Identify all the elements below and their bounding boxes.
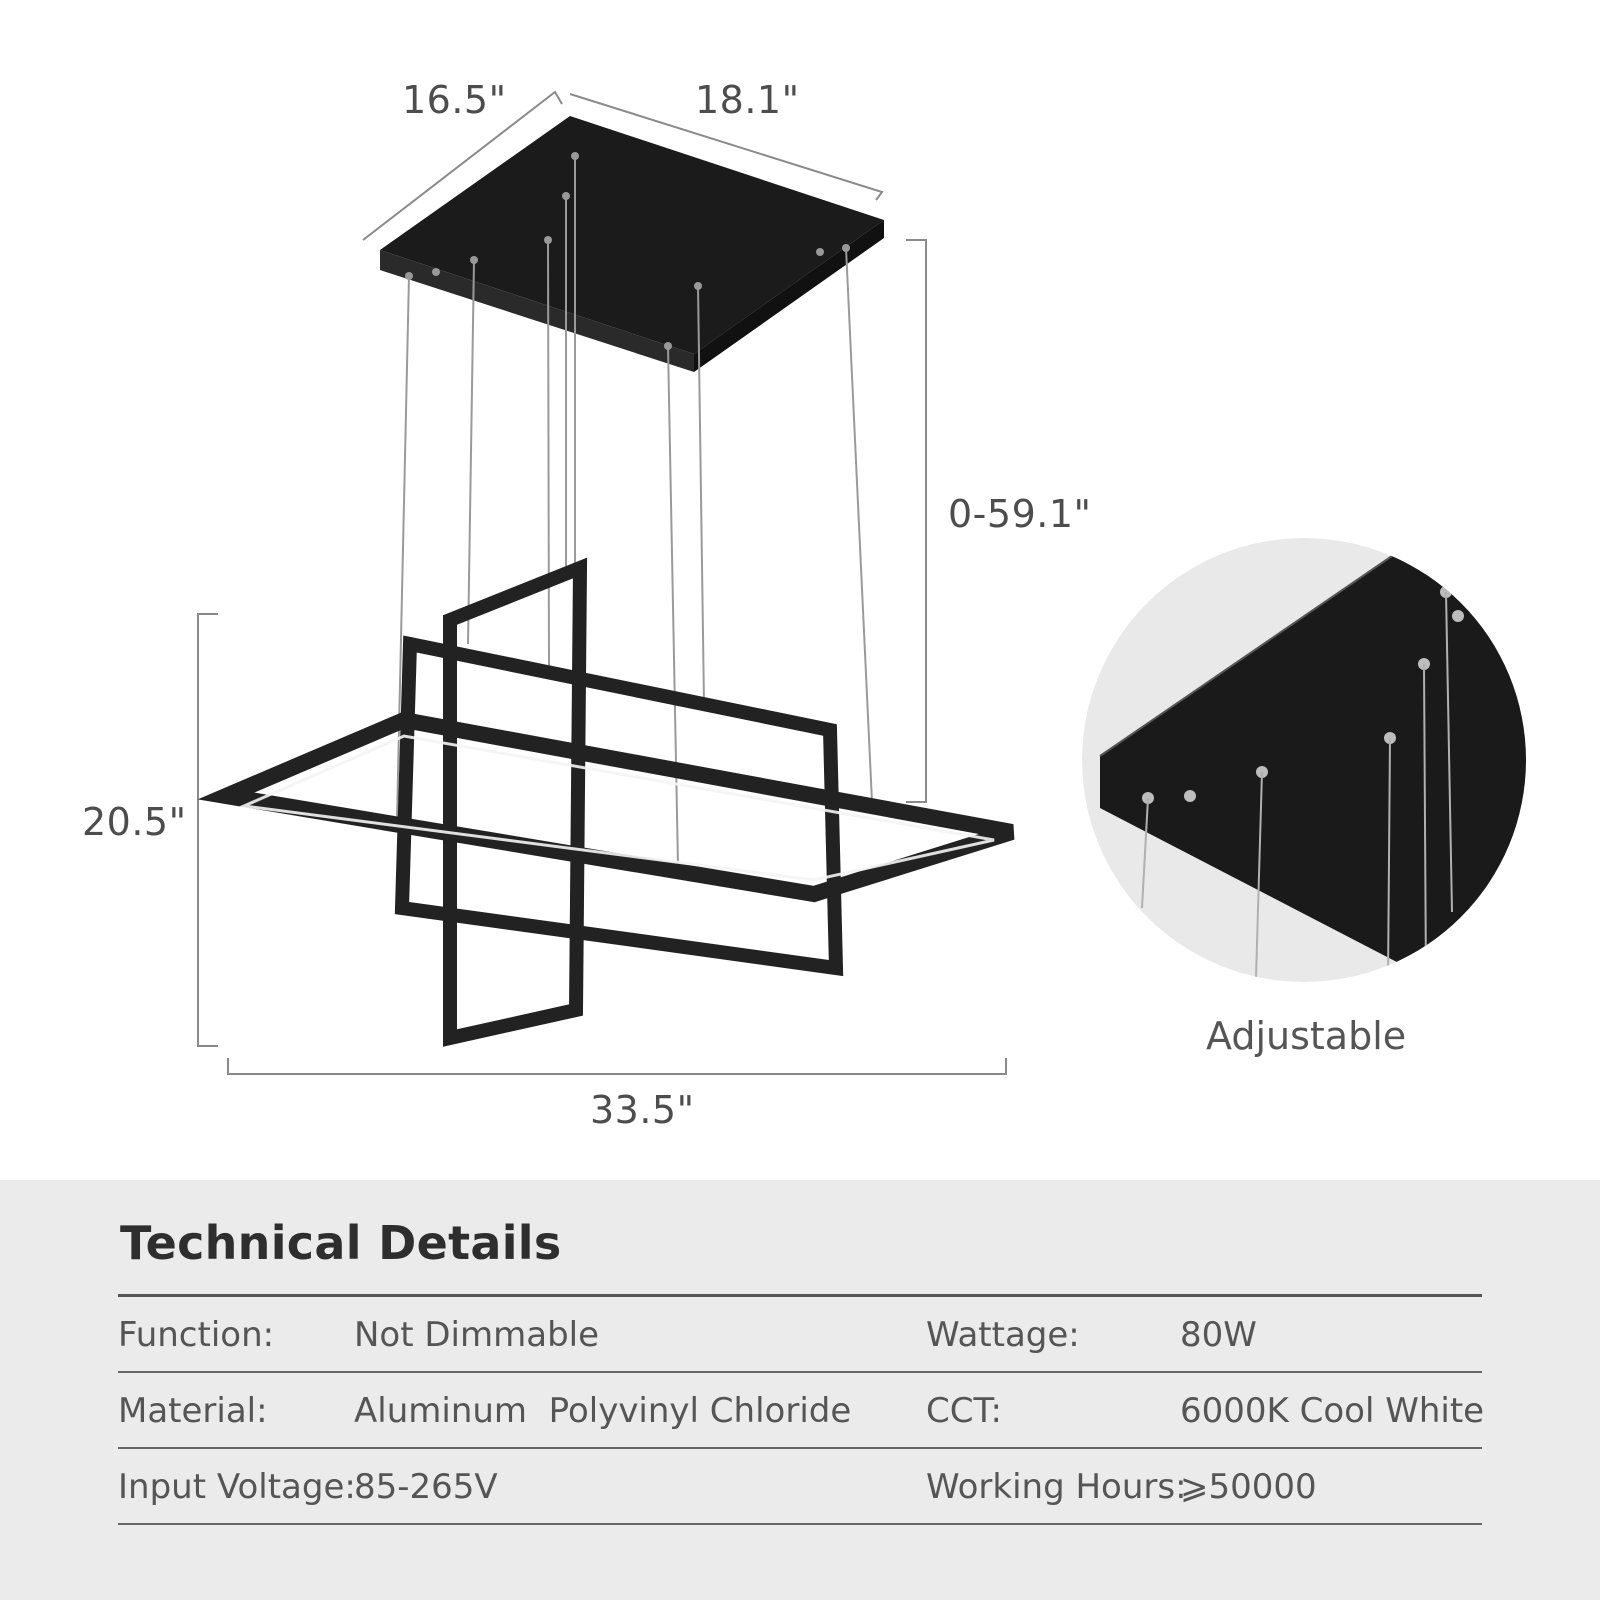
light-frames xyxy=(226,568,1012,1038)
spec-key: Working Hours: xyxy=(926,1467,1187,1507)
spec-row xyxy=(118,1373,1485,1449)
zoom-caption: Adjustable xyxy=(1206,1014,1407,1058)
spec-value: 6000K Cool White xyxy=(1180,1391,1485,1431)
spec-table xyxy=(118,1294,1485,1525)
width-dimension: 33.5" xyxy=(590,1088,695,1132)
spec-value: ⩾50000 xyxy=(1180,1467,1317,1507)
spec-key: CCT: xyxy=(926,1391,1002,1431)
height-dimension: 20.5" xyxy=(82,800,187,844)
spec-key: Material: xyxy=(118,1391,268,1431)
drop-length-dimension: 0-59.1" xyxy=(948,492,1092,536)
spec-value: Not Dimmable xyxy=(354,1315,600,1355)
top-width-dimension: 18.1" xyxy=(695,78,800,122)
spec-key: Wattage: xyxy=(926,1315,1080,1355)
spec-key: Function: xyxy=(118,1315,275,1355)
technical-details-panel xyxy=(0,1180,1600,1600)
spec-value: 85-265V xyxy=(354,1467,498,1507)
spec-value: 80W xyxy=(1180,1315,1257,1355)
depth-dimension: 16.5" xyxy=(402,78,507,122)
zoom-detail xyxy=(1082,538,1560,1000)
spec-row xyxy=(118,1449,1482,1525)
spec-value: Aluminum Polyvinyl Chloride xyxy=(354,1391,852,1431)
ceiling-canopy xyxy=(380,116,884,372)
spec-key: Input Voltage: xyxy=(118,1467,356,1507)
spec-row xyxy=(118,1297,1482,1373)
technical-details-title: Technical Details xyxy=(120,1216,562,1270)
